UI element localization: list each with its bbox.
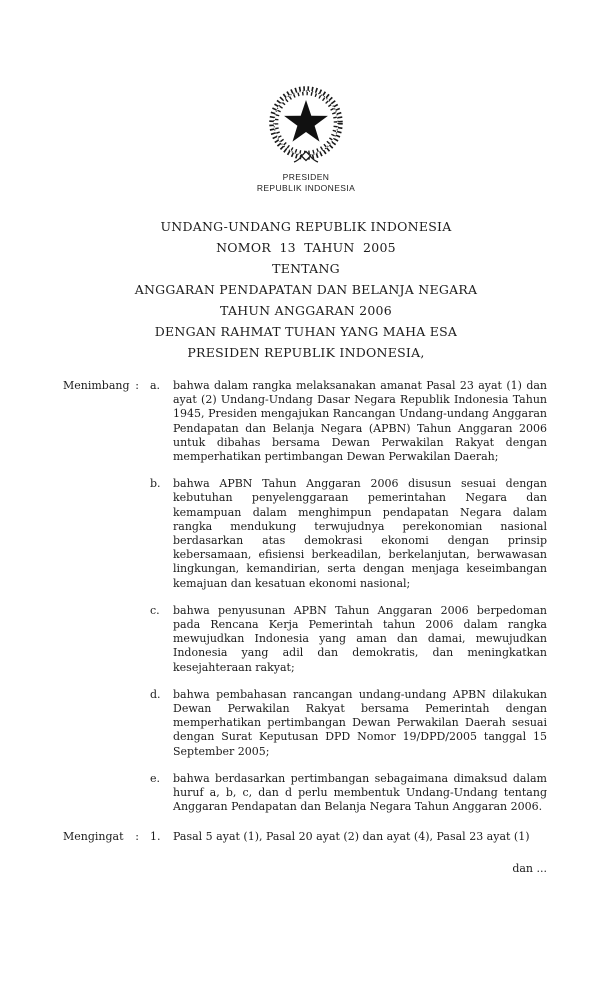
mengingat-item-1 — [63, 830, 547, 844]
letterhead — [0, 0, 612, 194]
item-text: bahwa berdasarkan pertimbangan sebagaimana dimaksud dalam huruf a, b, c, dan d perlu membentuk Undang-Undang tentang Anggaran Pendapatan dan Belanja Negara Tahun Anggaran 2006. — [173, 771, 547, 814]
page-catchword: dan ... — [512, 861, 547, 875]
item-text: Pasal 5 ayat (1), Pasal 20 ayat (2) dan ayat (4), Pasal 23 ayat (1) — [173, 830, 530, 844]
menimbang-item-c — [63, 604, 547, 675]
item-text: bahwa dalam rangka melaksanakan amanat Pasal 23 ayat (1) dan ayat (2) Undang-Undang Dasar Negara Republik Indonesia Tahun 1945, Presiden mengajukan Rancangan Undang-undang Anggaran Pendapatan dan Belanja Negara (APBN) Tahun Anggaran 2006 untuk dibahas bersama Dewan Perwakilan Rakyat dengan memperhatikan pertimbangan Dewan Perwakilan Daerah; — [173, 379, 547, 464]
item-marker: e. — [150, 771, 161, 785]
title-line-invocation: DENGAN RAHMAT TUHAN YANG MAHA ESA — [154, 324, 458, 339]
title-line-subject: ANGGARAN PENDAPATAN DAN BELANJA NEGARA — [134, 282, 478, 297]
menimbang-item-a — [63, 379, 547, 464]
title-block — [0, 216, 612, 363]
item-marker: b. — [150, 477, 161, 491]
item-marker: a. — [150, 379, 161, 392]
menimbang-item-d — [63, 688, 547, 759]
item-marker: d. — [150, 687, 161, 701]
menimbang-item-e — [63, 772, 547, 815]
title-line-president: PRESIDEN REPUBLIK INDONESIA, — [187, 345, 425, 360]
item-text: bahwa APBN Tahun Anggaran 2006 disusun sesuai dengan kebutuhan penyelenggaraan pemerintahan Negara dan kemampuan dalam menghimpun pendapatan Negara dalam rangka mendukung terwujudnya perekonomian nasional berdasarkan atas demokrasi ekonomi dengan prinsip kebersamaan, efisiensi berkeadilan, berkelanjutan, berwawasan lingkungan, kemandirian, serta dengan menjaga keseimbangan kemajuan dan kesatuan ekonomi nasional; — [173, 477, 547, 590]
menimbang-label-text: Menimbang — [63, 379, 130, 392]
menimbang-item-b — [63, 477, 547, 591]
letterhead-line-republik-indonesia: REPUBLIK INDONESIA — [256, 183, 356, 193]
star-wreath-presidential-seal-icon — [264, 86, 348, 166]
mengingat-label-text: Mengingat — [63, 830, 124, 844]
title-line-law-name: UNDANG-UNDANG REPUBLIK INDONESIA — [160, 219, 452, 234]
letterhead-line-presiden: PRESIDEN — [282, 172, 330, 182]
item-marker: 1. — [150, 830, 161, 844]
item-text: bahwa penyusunan APBN Tahun Anggaran 2006 berpedoman pada Rencana Kerja Pemerintah tahun 2006 dalam rangka mewujudkan Indonesia yang aman dan damai, mewujudkan Indonesia yang adil dan demokratis, dan meningkatkan kesejahteraan rakyat; — [173, 603, 547, 674]
title-line-tentang: TENTANG — [272, 261, 340, 276]
menimbang-section — [63, 379, 547, 814]
mengingat-section — [63, 830, 547, 844]
title-line-number-year: NOMOR 13 TAHUN 2005 — [216, 240, 396, 255]
menimbang-label — [63, 379, 150, 464]
mengingat-label — [63, 830, 150, 844]
item-marker: c. — [150, 603, 160, 617]
title-line-fiscal-year: TAHUN ANGGARAN 2006 — [220, 303, 392, 318]
item-text: bahwa pembahasan rancangan undang-undang APBN dilakukan Dewan Perwakilan Rakyat bersama Pemerintah dengan memperhatikan pertimbangan Dewan Perwakilan Daerah sesuai dengan Surat Keputusan DPD Nomor 19/DPD/2005 tanggal 15 September 2005; — [173, 687, 547, 758]
menimbang-colon: : — [135, 379, 139, 392]
mengingat-colon: : — [135, 830, 139, 844]
